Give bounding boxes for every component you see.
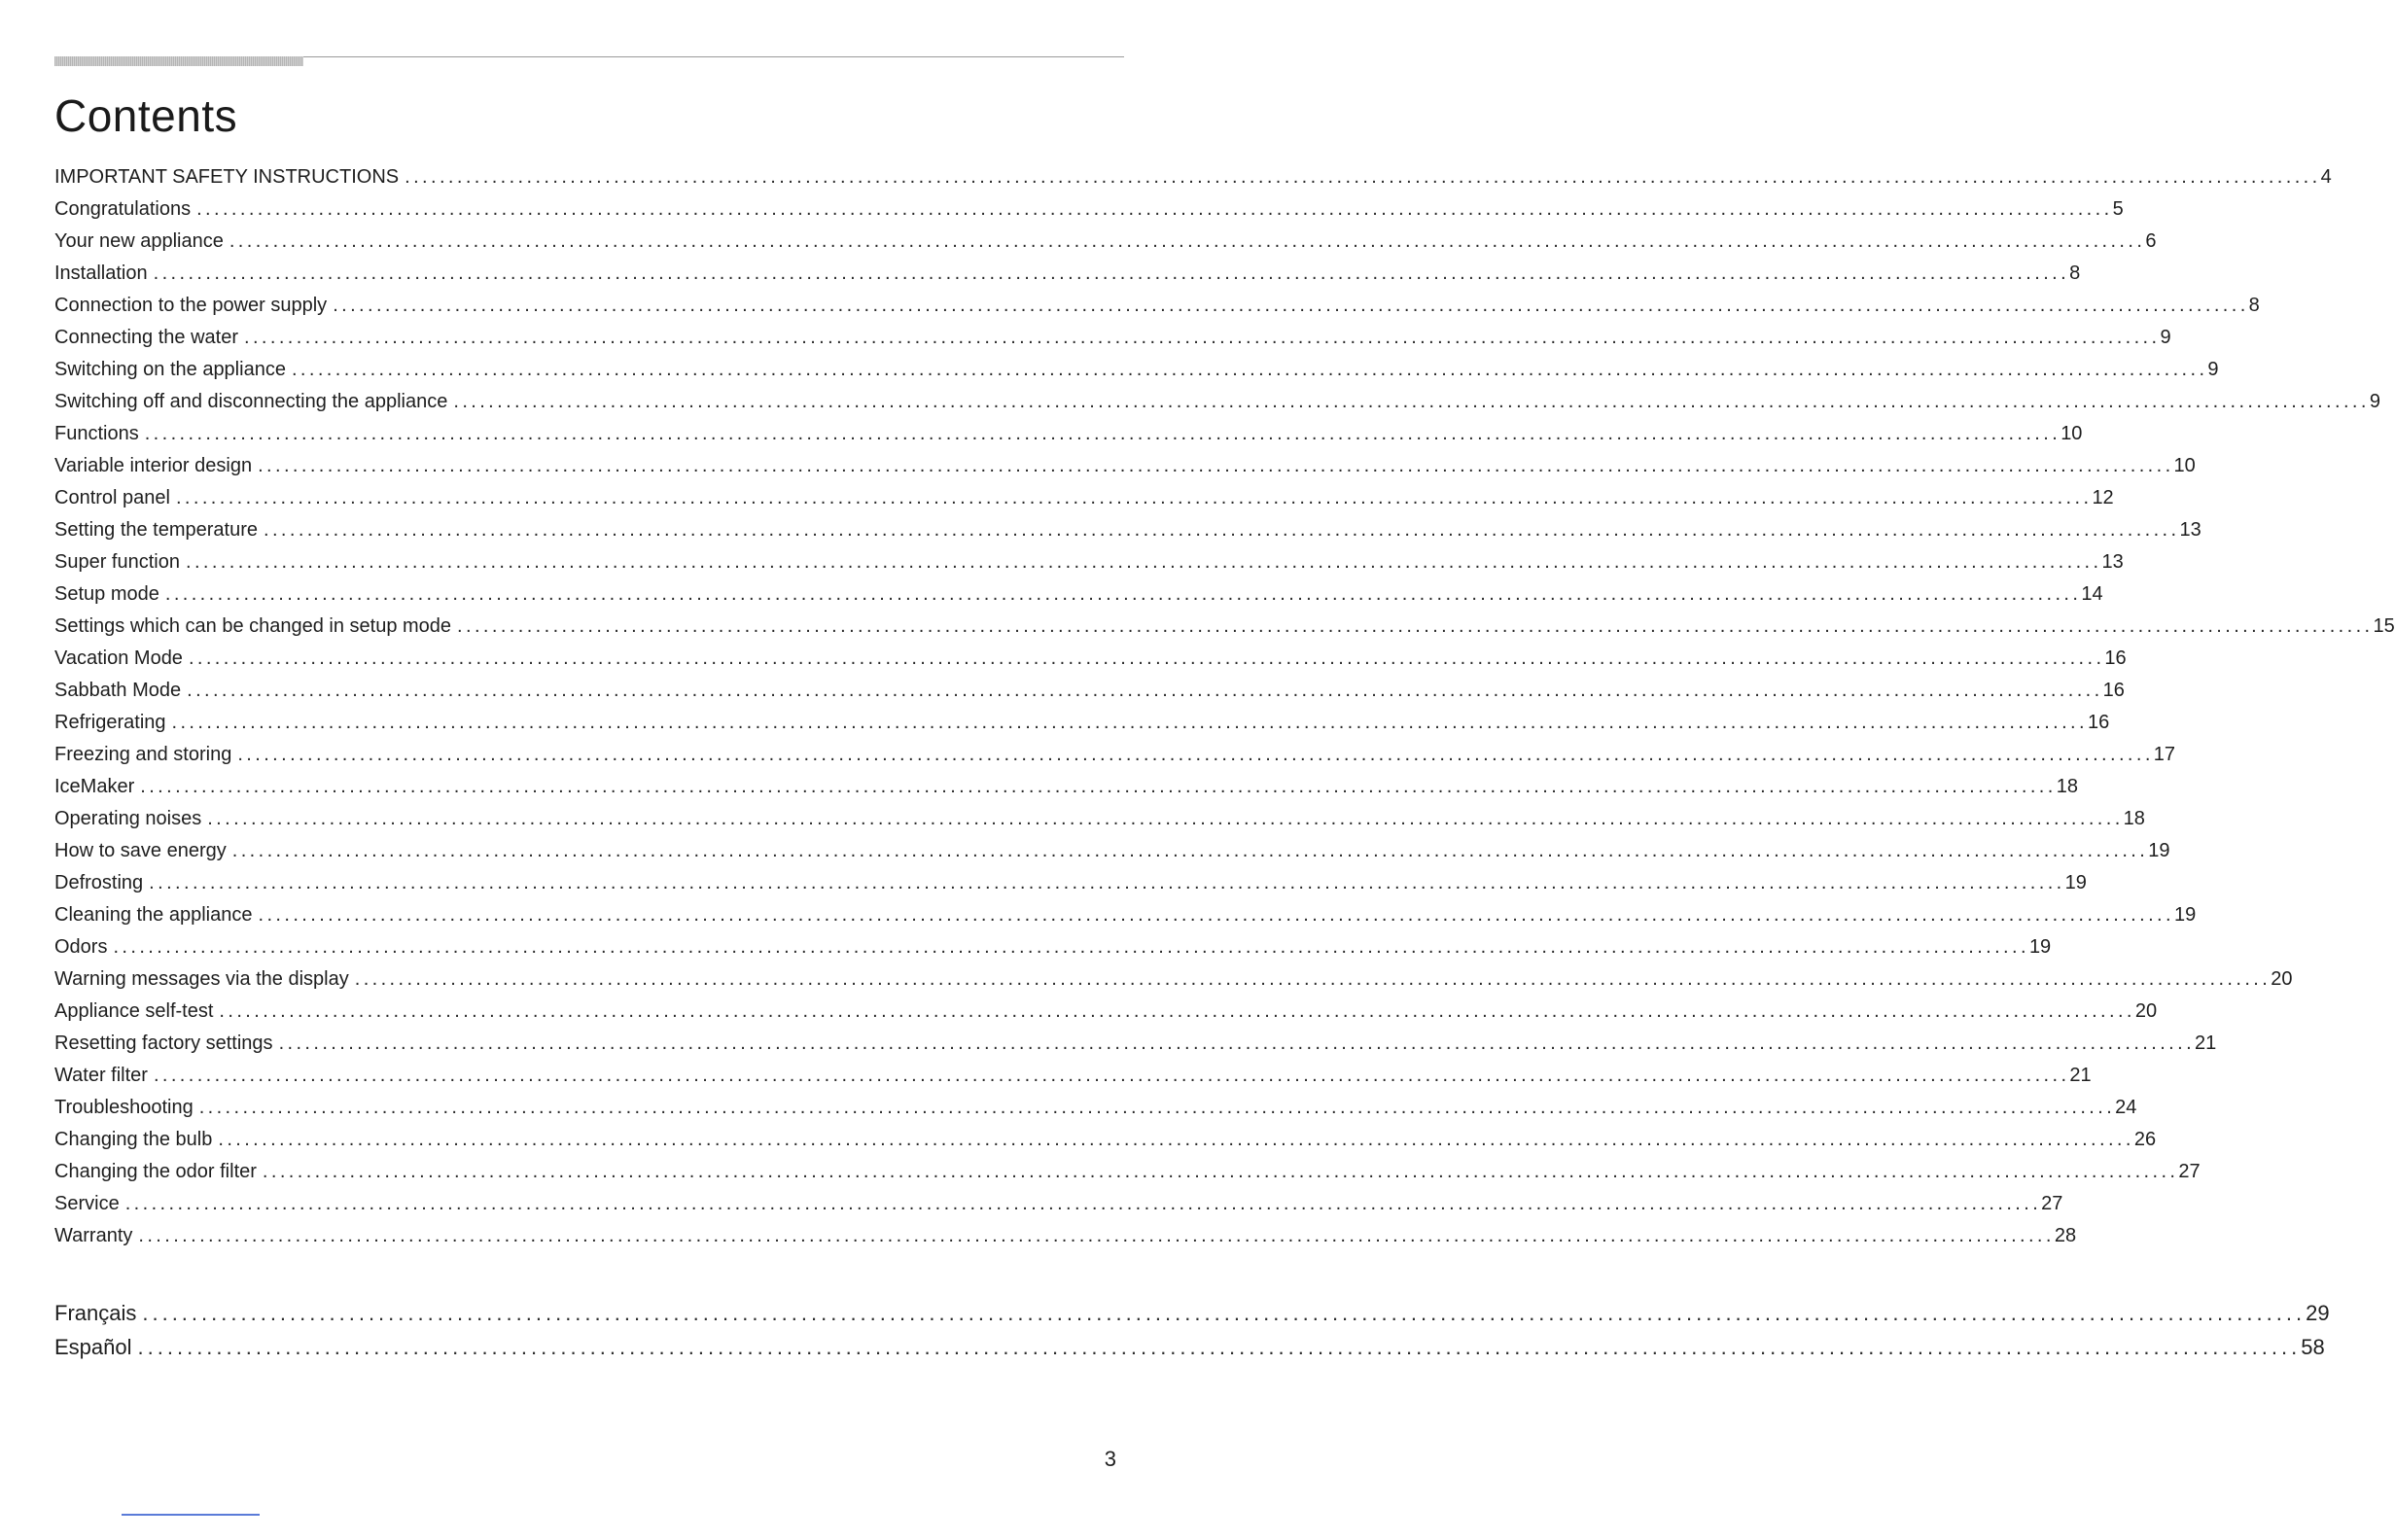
toc-entry[interactable] [54,1060,2092,1092]
entry-title: Changing the bulb [54,1129,213,1150]
dot-leader: ............................................................................................................................................................................................................................ [218,1129,2134,1150]
toc-entry[interactable] [54,290,2260,322]
dot-leader: ............................................................................................................................................................................................................................ [188,648,2105,669]
language-sections [54,1296,2330,1364]
dot-leader: ............................................................................................................................................................................................................................ [138,1225,2055,1246]
entry-title: Variable interior design [54,455,253,476]
entry-page-number: 58 [2301,1335,2325,1359]
toc-entry[interactable] [54,739,2176,771]
entry-title: IceMaker [54,776,135,797]
entry-title: Cleaning the appliance [54,904,253,926]
toc-entry[interactable] [54,1124,2157,1156]
entry-page-number: 15 [2373,615,2395,637]
entry-title: Settings which can be changed in setup mode [54,615,452,637]
toc-entry[interactable] [54,1092,2137,1124]
entry-title: Setting the temperature [54,519,259,541]
entry-page-number: 10 [2173,455,2196,476]
entry-title: Switching on the appliance [54,359,286,380]
page-title: Contents [54,90,238,141]
entry-page-number: 18 [2123,808,2145,829]
dot-leader: ............................................................................................................................................................................................................................ [153,1065,2070,1086]
dot-leader: ............................................................................................................................................................................................................................ [258,455,2174,476]
entry-page-number: 20 [2134,1000,2158,1022]
toc-entry[interactable] [54,1028,2217,1060]
entry-page-number: 19 [2148,840,2170,861]
table-of-contents [54,161,2395,1252]
entry-page-number: 16 [2087,712,2110,733]
entry-title: Congratulations [54,198,192,220]
toc-entry[interactable] [54,354,2219,386]
language-entry[interactable] [54,1296,2330,1330]
dot-leader: ............................................................................................................................................................................................................................ [140,776,2057,797]
dot-leader: ............................................................................................................................................................................................................................ [196,198,2113,220]
entry-title: Warning messages via the display [54,968,349,990]
entry-title: Super function [54,551,180,573]
dot-leader: ............................................................................................................................................................................................................................ [278,1032,2196,1054]
toc-entry[interactable] [54,996,2158,1028]
toc-entry[interactable] [54,1156,2201,1188]
dot-leader: ............................................................................................................................................................................................................................ [258,904,2174,926]
dot-leader: ............................................................................................................................................................................................................................ [113,936,2029,958]
entry-page-number: 21 [2069,1065,2092,1086]
entry-page-number: 10 [2060,423,2083,444]
entry-page-number: 9 [2160,327,2171,348]
dot-leader: ............................................................................................................................................................................................................................ [231,840,2149,861]
entry-page-number: 14 [2081,583,2103,605]
entry-page-number: 27 [2041,1193,2063,1214]
dot-leader: ............................................................................................................................................................................................................................ [149,872,2065,893]
toc-entry[interactable] [54,482,2114,514]
dot-leader: ............................................................................................................................................................................................................................ [333,295,2249,316]
entry-title: Warranty [54,1225,133,1246]
dot-leader: ............................................................................................................................................................................................................................ [237,744,2154,765]
dot-leader: ............................................................................................................................................................................................................................ [207,808,2124,829]
toc-entry[interactable] [54,193,2124,226]
entry-title: Water filter [54,1065,148,1086]
entry-title: Refrigerating [54,712,166,733]
dot-leader: ............................................................................................................................................................................................................................ [124,1193,2042,1214]
entry-page-number: 16 [2104,648,2127,669]
toc-entry[interactable] [54,450,2196,482]
toc-entry[interactable] [54,386,2380,418]
entry-page-number: 29 [2306,1301,2330,1325]
dot-leader: ............................................................................................................................................................................................................................ [291,359,2208,380]
toc-entry[interactable] [54,258,2081,290]
dot-leader: ............................................................................................................................................................................................................................ [262,1161,2179,1182]
toc-entry[interactable] [54,771,2078,803]
entry-title: Functions [54,423,139,444]
toc-entry[interactable] [54,418,2083,450]
entry-title: Freezing and storing [54,744,232,765]
toc-entry[interactable] [54,867,2087,899]
toc-entry[interactable] [54,1220,2077,1252]
entry-title: Switching off and disconnecting the appliance [54,391,448,412]
entry-page-number: 17 [2153,744,2176,765]
dot-leader: ............................................................................................................................................................................................................................ [264,519,2180,541]
entry-title: Odors [54,936,108,958]
toc-entry[interactable] [54,931,2052,963]
entry-title: Appliance self-test [54,1000,214,1022]
entry-page-number: 24 [2115,1097,2137,1118]
entry-page-number: 20 [2271,968,2293,990]
entry-title: Resetting factory settings [54,1032,273,1054]
entry-page-number: 28 [2054,1225,2077,1246]
entry-title: Setup mode [54,583,159,605]
entry-page-number: 16 [2102,680,2125,701]
dot-leader: ............................................................................................................................................................................................................................ [171,712,2088,733]
toc-entry[interactable] [54,226,2157,258]
dot-leader: ............................................................................................................................................................................................................................ [198,1097,2116,1118]
entry-title: Français [54,1301,137,1325]
dot-leader: ............................................................................................................................................................................................................................ [142,1301,2307,1325]
toc-entry[interactable] [54,707,2110,739]
entry-page-number: 6 [2145,230,2157,252]
entry-page-number: 19 [2064,872,2087,893]
toc-entry[interactable] [54,899,2197,931]
dot-leader: ............................................................................................................................................................................................................................ [175,487,2093,508]
toc-entry[interactable] [54,963,2293,996]
entry-title: Connecting the water [54,327,239,348]
entry-title: Connection to the power supply [54,295,328,316]
bottom-mark [122,1514,260,1516]
dot-leader: ............................................................................................................................................................................................................................ [219,1000,2135,1022]
dot-leader: ............................................................................................................................................................................................................................ [153,262,2070,284]
toc-entry[interactable] [54,643,2127,675]
language-entry[interactable] [54,1330,2325,1364]
toc-entry[interactable] [54,514,2201,546]
toc-entry[interactable] [54,675,2125,707]
dot-leader: ............................................................................................................................................................................................................................ [457,615,2374,637]
entry-page-number: 19 [2028,936,2052,958]
header-accent-bar [54,56,303,66]
entry-title: Installation [54,262,148,284]
entry-page-number: 13 [2101,551,2124,573]
toc-entry[interactable] [54,803,2145,835]
entry-page-number: 9 [2369,391,2380,412]
dot-leader: ............................................................................................................................................................................................................................ [453,391,2370,412]
dot-leader: ............................................................................................................................................................................................................................ [185,551,2102,573]
entry-page-number: 27 [2178,1161,2201,1182]
dot-leader: ............................................................................................................................................................................................................................ [354,968,2272,990]
entry-title: Sabbath Mode [54,680,182,701]
entry-page-number: 12 [2092,487,2114,508]
entry-title: Control panel [54,487,170,508]
toc-entry[interactable] [54,578,2103,611]
entry-page-number: 8 [2069,262,2081,284]
entry-page-number: 26 [2133,1129,2157,1150]
dot-leader: ............................................................................................................................................................................................................................ [164,583,2082,605]
toc-entry[interactable] [54,161,2332,193]
dot-leader: ............................................................................................................................................................................................................................ [244,327,2161,348]
entry-page-number: 8 [2248,295,2260,316]
toc-entry[interactable] [54,1188,2063,1220]
entry-title: Your new appliance [54,230,224,252]
entry-title: Service [54,1193,120,1214]
entry-title: Defrosting [54,872,144,893]
toc-entry[interactable] [54,546,2124,578]
entry-title: IMPORTANT SAFETY INSTRUCTIONS [54,166,400,188]
entry-title: Vacation Mode [54,648,183,669]
toc-entry[interactable] [54,611,2395,643]
entry-title: How to save energy [54,840,227,861]
entry-title: Troubleshooting [54,1097,194,1118]
dot-leader: ............................................................................................................................................................................................................................ [144,423,2061,444]
entry-title: Español [54,1335,132,1359]
entry-page-number: 13 [2179,519,2201,541]
entry-page-number: 4 [2320,166,2332,188]
dot-leader: ............................................................................................................................................................................................................................ [137,1335,2302,1359]
entry-page-number: 9 [2207,359,2219,380]
entry-title: Operating noises [54,808,202,829]
entry-page-number: 5 [2112,198,2124,220]
entry-page-number: 21 [2195,1032,2217,1054]
dot-leader: ............................................................................................................................................................................................................................ [405,166,2321,188]
entry-title: Changing the odor filter [54,1161,257,1182]
dot-leader: ............................................................................................................................................................................................................................ [229,230,2146,252]
entry-page-number: 19 [2173,904,2197,926]
toc-entry[interactable] [54,322,2171,354]
entry-page-number: 18 [2056,776,2078,797]
toc-entry[interactable] [54,835,2170,867]
dot-leader: ............................................................................................................................................................................................................................ [187,680,2103,701]
page-number: 3 [1104,1447,1116,1471]
